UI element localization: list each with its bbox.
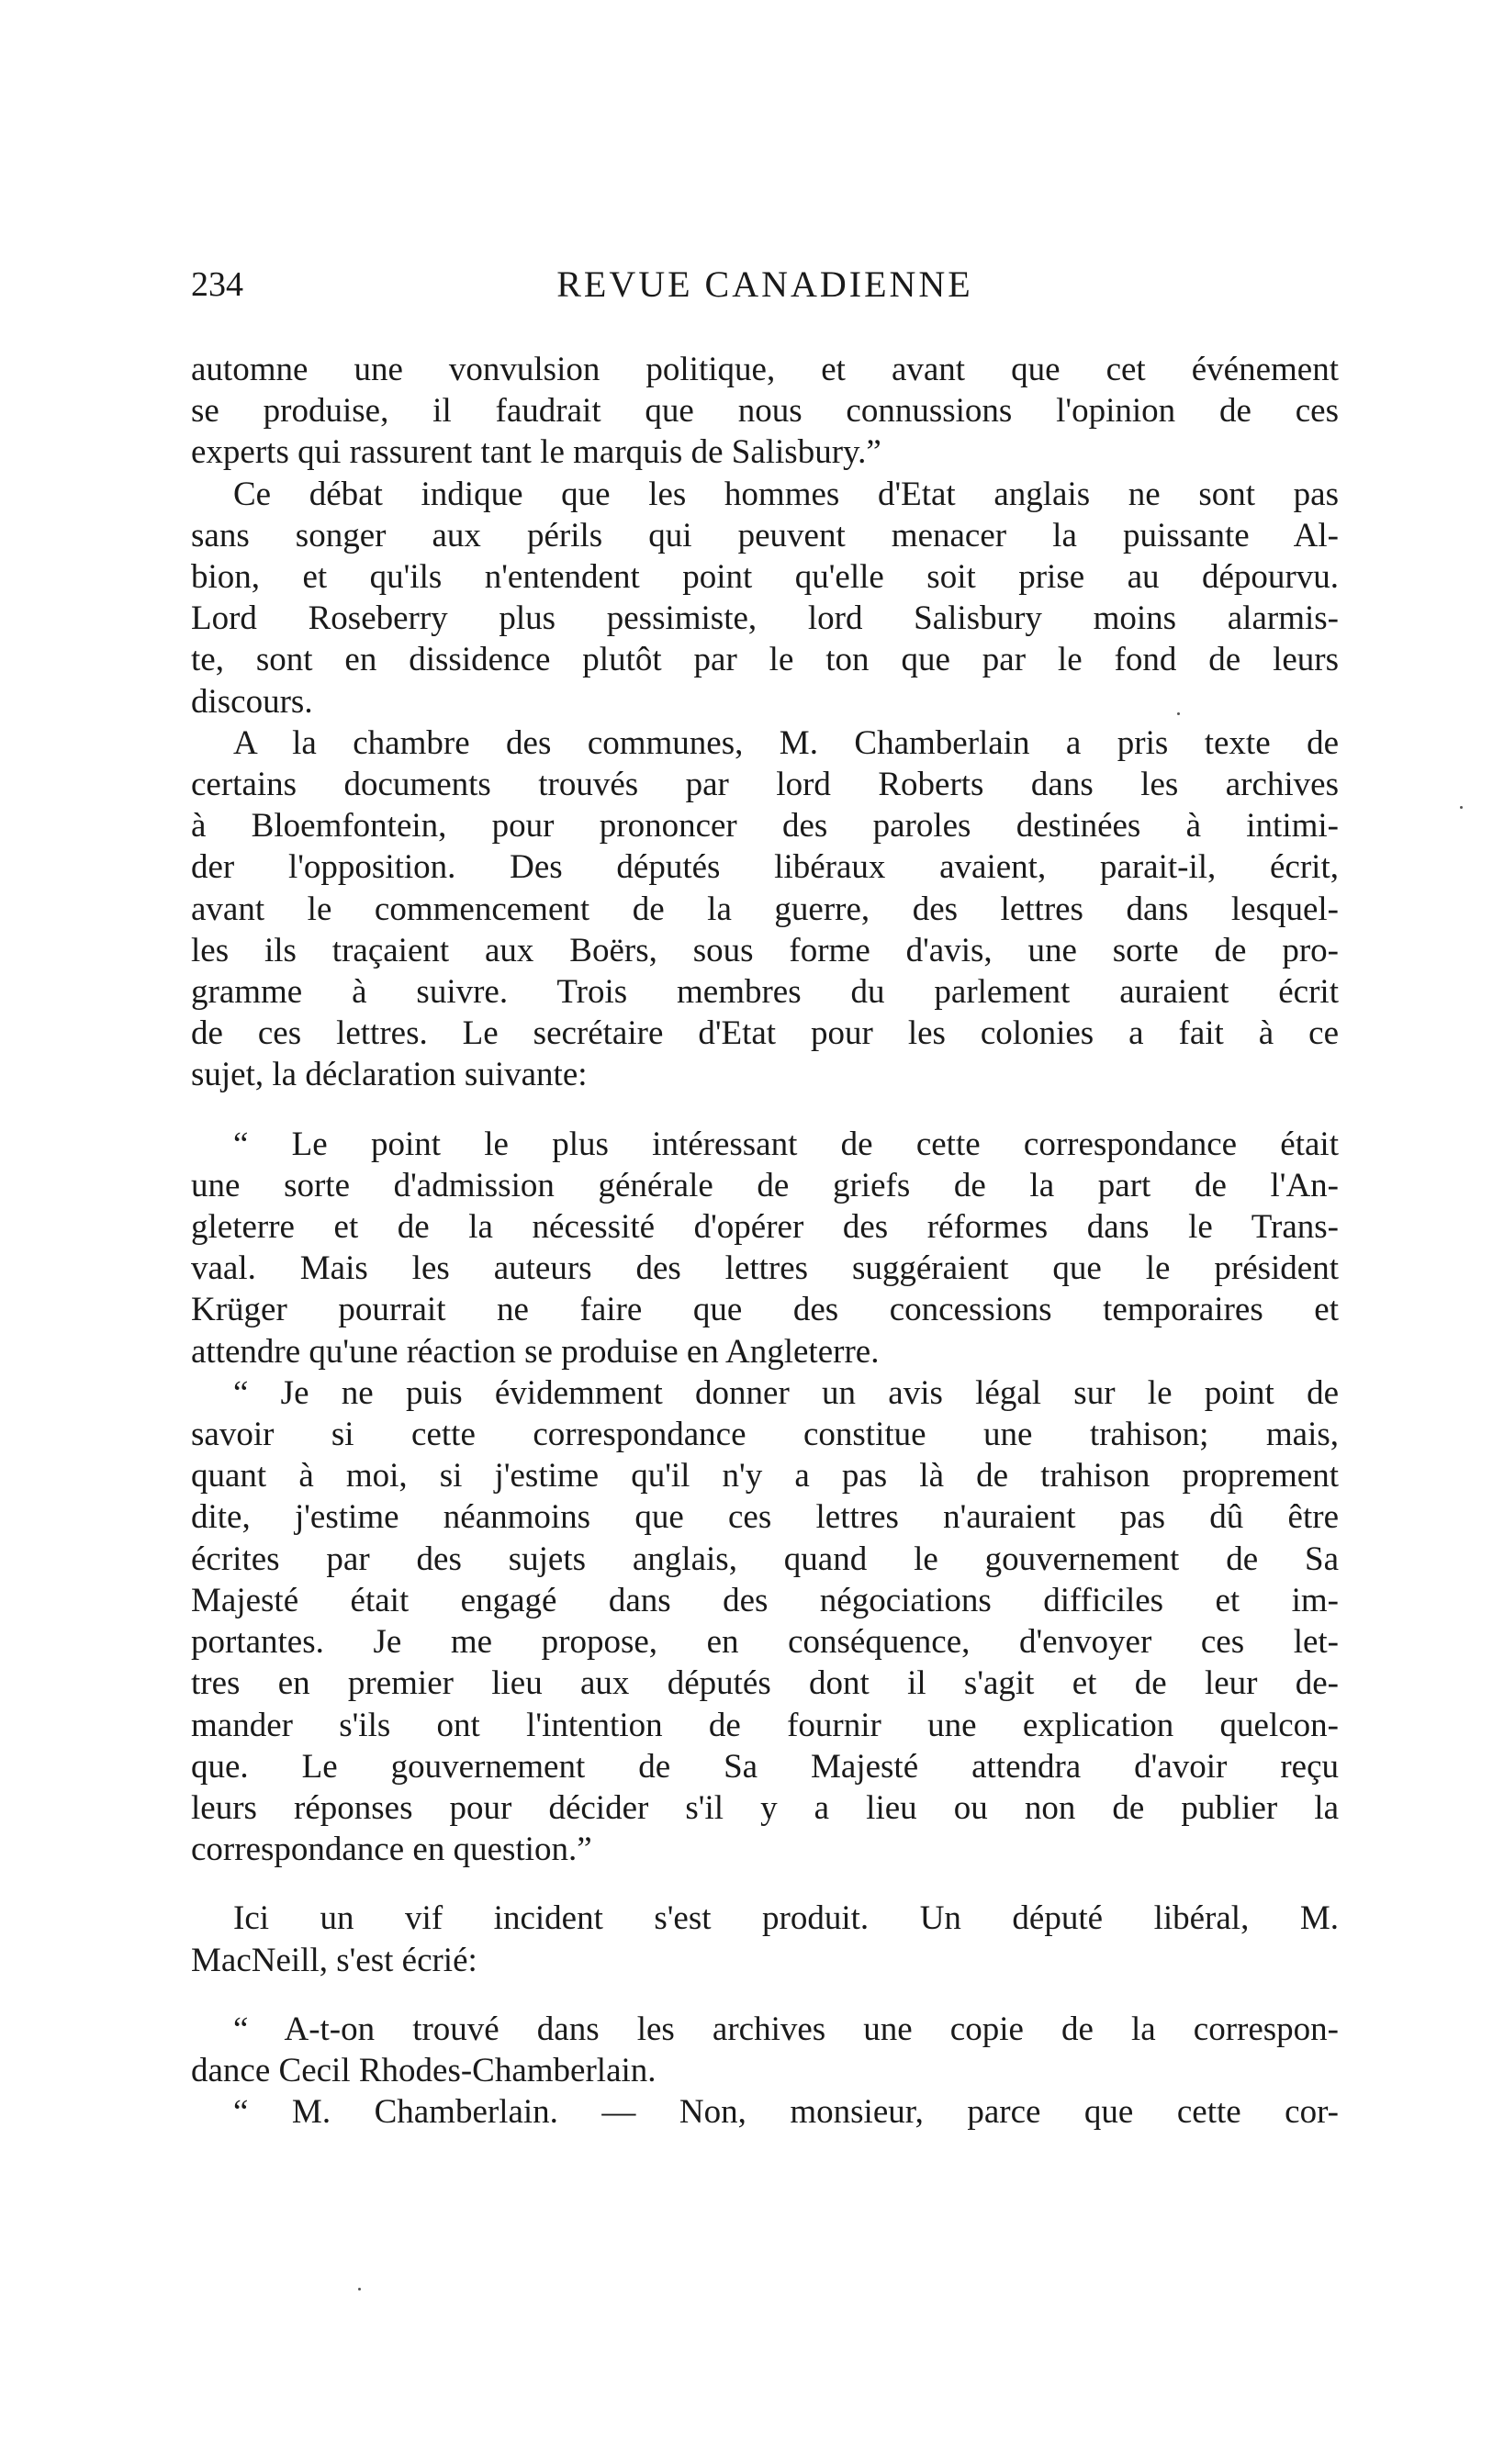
ink-speck xyxy=(1460,806,1463,809)
quotation-paragraph xyxy=(191,2091,1339,2133)
paragraph xyxy=(191,474,1339,722)
page xyxy=(191,257,1339,2133)
text-line: certains documents trouvés par lord Roberts dans les archives xyxy=(191,766,1339,804)
text-line: “ A-t-on trouvé dans les archives une copie de la correspon- xyxy=(233,2010,1339,2048)
text-line: mander s'ils ont l'intention de fournir une explication quelcon- xyxy=(191,1706,1339,1744)
text-line: écrites par des sujets anglais, quand le gouvernement de Sa xyxy=(191,1540,1339,1578)
text-line: sujet, la déclaration suivante: xyxy=(191,1056,588,1094)
text-line: que. Le gouvernement de Sa Majesté attendra d'avoir reçu xyxy=(191,1747,1339,1786)
quotation-paragraph xyxy=(191,2009,1339,2091)
text-line: une sorte d'admission générale de griefs de la part de l'An- xyxy=(191,1166,1339,1204)
text-line: se produise, il faudrait que nous connussions l'opinion de ces xyxy=(191,392,1339,431)
text-line: discours. xyxy=(191,682,313,721)
text-line: Krüger pourrait ne faire que des concessions temporaires et xyxy=(191,1291,1339,1329)
text-line: les ils traçaient aux Boërs, sous forme d'avis, une sorte de pro- xyxy=(191,931,1339,969)
text-line: dance Cecil Rhodes-Chamberlain. xyxy=(191,2051,657,2089)
text-line: Ce débat indique que les hommes d'Etat anglais ne sont pas xyxy=(233,475,1339,513)
text-line: gleterre et de la nécessité d'opérer des réformes dans le Trans- xyxy=(191,1208,1339,1247)
paragraph xyxy=(191,349,1339,474)
paragraph xyxy=(191,1898,1339,1980)
text-line: tres en premier lieu aux députés dont il s'agit et de leur de- xyxy=(191,1664,1339,1703)
text-line: vaal. Mais les auteurs des lettres suggéraient que le président xyxy=(191,1249,1339,1288)
journal-title: REVUE CANADIENNE xyxy=(556,263,973,305)
text-line: te, sont en dissidence plutôt par le ton que par le fond de leurs xyxy=(191,641,1339,679)
text-line: Lord Roseberry plus pessimiste, lord Salisbury moins alarmis- xyxy=(191,599,1339,638)
text-line: “ Je ne puis évidemment donner un avis légal sur le point de xyxy=(233,1373,1339,1412)
text-line: der l'opposition. Des députés libéraux avaient, parait-il, écrit, xyxy=(191,848,1339,887)
text-line: experts qui rassurent tant le marquis de Salisbury.” xyxy=(191,433,881,472)
body-text xyxy=(191,349,1339,2133)
text-line: A la chambre des communes, M. Chamberlain a pris texte de xyxy=(233,723,1339,762)
block-quote-spacer xyxy=(191,1981,1339,2009)
text-line: dite, j'estime néanmoins que ces lettres n'auraient pas dû être xyxy=(191,1498,1339,1537)
text-line: leurs réponses pour décider s'il y a lieu ou non de publier la xyxy=(191,1788,1339,1827)
text-line: savoir si cette correspondance constitue une trahison; mais, xyxy=(191,1416,1339,1454)
running-head xyxy=(191,257,1339,312)
text-line: avant le commencement de la guerre, des lettres dans lesquel- xyxy=(191,890,1339,928)
block-quote-spacer xyxy=(191,1096,1339,1124)
text-line: automne une vonvulsion politique, et avant que cet événement xyxy=(191,351,1339,388)
text-line: attendre qu'une réaction se produise en Angleterre. xyxy=(191,1332,880,1371)
text-line: “ Le point le plus intéressant de cette correspondance était xyxy=(233,1125,1339,1163)
block-quote-spacer xyxy=(191,1870,1339,1898)
text-line: bion, et qu'ils n'entendent point qu'elle soit prise au dépourvu. xyxy=(191,558,1339,597)
text-line: quant à moi, si j'estime qu'il n'y a pas là de trahison proprement xyxy=(191,1457,1339,1495)
text-line: à Bloemfontein, pour prononcer des paroles destinées à intimi- xyxy=(191,807,1339,846)
ink-speck xyxy=(358,2288,361,2290)
text-line: correspondance en question.” xyxy=(191,1831,592,1869)
paragraph xyxy=(191,722,1339,1096)
quotation-paragraph xyxy=(191,1372,1339,1870)
text-line: portantes. Je me propose, en conséquence, d'envoyer ces let- xyxy=(191,1623,1339,1662)
quotation-paragraph xyxy=(191,1124,1339,1372)
text-line: sans songer aux périls qui peuvent menacer la puissante Al- xyxy=(191,516,1339,554)
text-line: de ces lettres. Le secrétaire d'Etat pour les colonies a fait à ce xyxy=(191,1014,1339,1053)
page-number: 234 xyxy=(191,265,243,304)
text-line: Majesté était engagé dans des négociations difficiles et im- xyxy=(191,1581,1339,1619)
text-line: MacNeill, s'est écrié: xyxy=(191,1941,477,1979)
text-line: “ M. Chamberlain. — Non, monsieur, parce que cette cor- xyxy=(233,2093,1339,2132)
text-line: Ici un vif incident s'est produit. Un député libéral, M. xyxy=(233,1899,1339,1938)
text-line: gramme à suivre. Trois membres du parlement auraient écrit xyxy=(191,973,1339,1012)
